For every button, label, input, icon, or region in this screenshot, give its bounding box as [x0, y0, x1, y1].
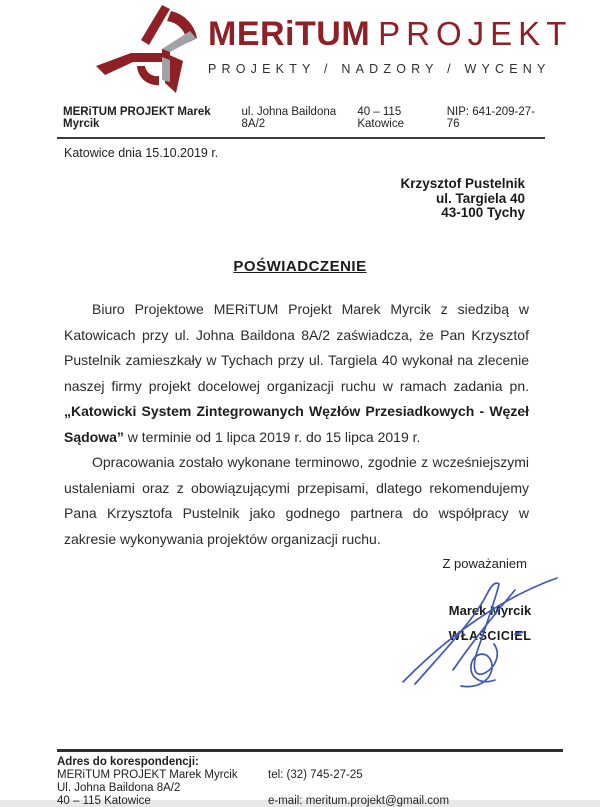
header-info-line	[57, 106, 545, 139]
brand-name-secondary: PROJEKT	[378, 15, 573, 52]
footer-company: MERiTUM PROJEKT Marek Myrcik	[57, 769, 238, 781]
recipient-street: ul. Targiela 40	[435, 190, 525, 206]
recipient-city: 43-100 Tychy	[441, 205, 525, 220]
footer-divider	[57, 749, 563, 752]
drafting-tools-logo-icon	[93, 4, 201, 96]
letter-body	[64, 297, 529, 552]
date-line: Katowice dnia 15.10.2019 r.	[64, 146, 219, 160]
handwritten-signature	[395, 572, 575, 690]
document-title: POŚWIADCZENIE	[233, 258, 367, 275]
recipient-name: Krzysztof Pustelnik	[400, 176, 525, 191]
brand-tagline: PROJEKTY / NADZORY / WYCENY	[208, 62, 551, 76]
header-city: 40 – 115 Katowice	[357, 106, 404, 130]
footer-street: Ul. Johna Baildona 8A/2	[57, 782, 181, 794]
footer-address-block	[57, 756, 238, 795]
header-street: ul. Johna Baildona 8A/2	[241, 106, 337, 130]
footer-heading: Adres do korespondencji:	[57, 756, 199, 768]
header-nip: NIP: 641-209-27-76	[446, 106, 535, 130]
signature-ink-icon	[395, 572, 575, 690]
brand-block	[208, 15, 573, 76]
header-company: MERiTUM PROJEKT Marek Myrcik	[63, 106, 211, 130]
brand-name-primary: MERiTUM	[208, 15, 371, 53]
company-logo	[93, 4, 201, 96]
signer-name: Marek Myrcik	[448, 603, 532, 618]
closing-phrase: Z poważaniem	[442, 556, 527, 571]
paragraph-2: Opracowania zostało wykonane terminowo, zgodnie z wcześniejszymi ustaleniami oraz z obowiązującymi przepisami, dlatego rekomendujemy Pana Krzysztofa Pustelnik jako godnego partnera do współpracy w zakresie wykonywania projektów organizacji ruchu.	[64, 454, 529, 547]
footer-city: 40 – 115 Katowice	[57, 795, 151, 807]
paragraph-1	[64, 297, 529, 450]
p1-post: w terminie od 1 lipca 2019 r. do 15 lipca 2019 r.	[123, 428, 421, 445]
recipient-block	[400, 177, 525, 221]
p1-project-name: „Katowicki System Zintegrowanych Węzłów Przesiadkowych - Węzeł Sądowa”	[64, 403, 529, 445]
p1-pre: Biuro Projektowe MERiTUM Projekt Marek Myrcik z siedzibą w Katowicach przy ul. Johna Baildona 8A/2 zaświadcza, że Pan Krzysztof Pustelnik zamieszkały w Tychach przy ul. Targiela 40 wykonał na zlecenie naszej firmy projekt docelowej organizacji ruchu w ramach zadania pn.	[64, 301, 529, 394]
footer-email: e-mail: meritum.projekt@gmail.com	[268, 795, 450, 807]
signer-title: WŁAŚCICIEL	[448, 629, 532, 643]
footer-phone: tel: (32) 745-27-25	[268, 769, 363, 781]
